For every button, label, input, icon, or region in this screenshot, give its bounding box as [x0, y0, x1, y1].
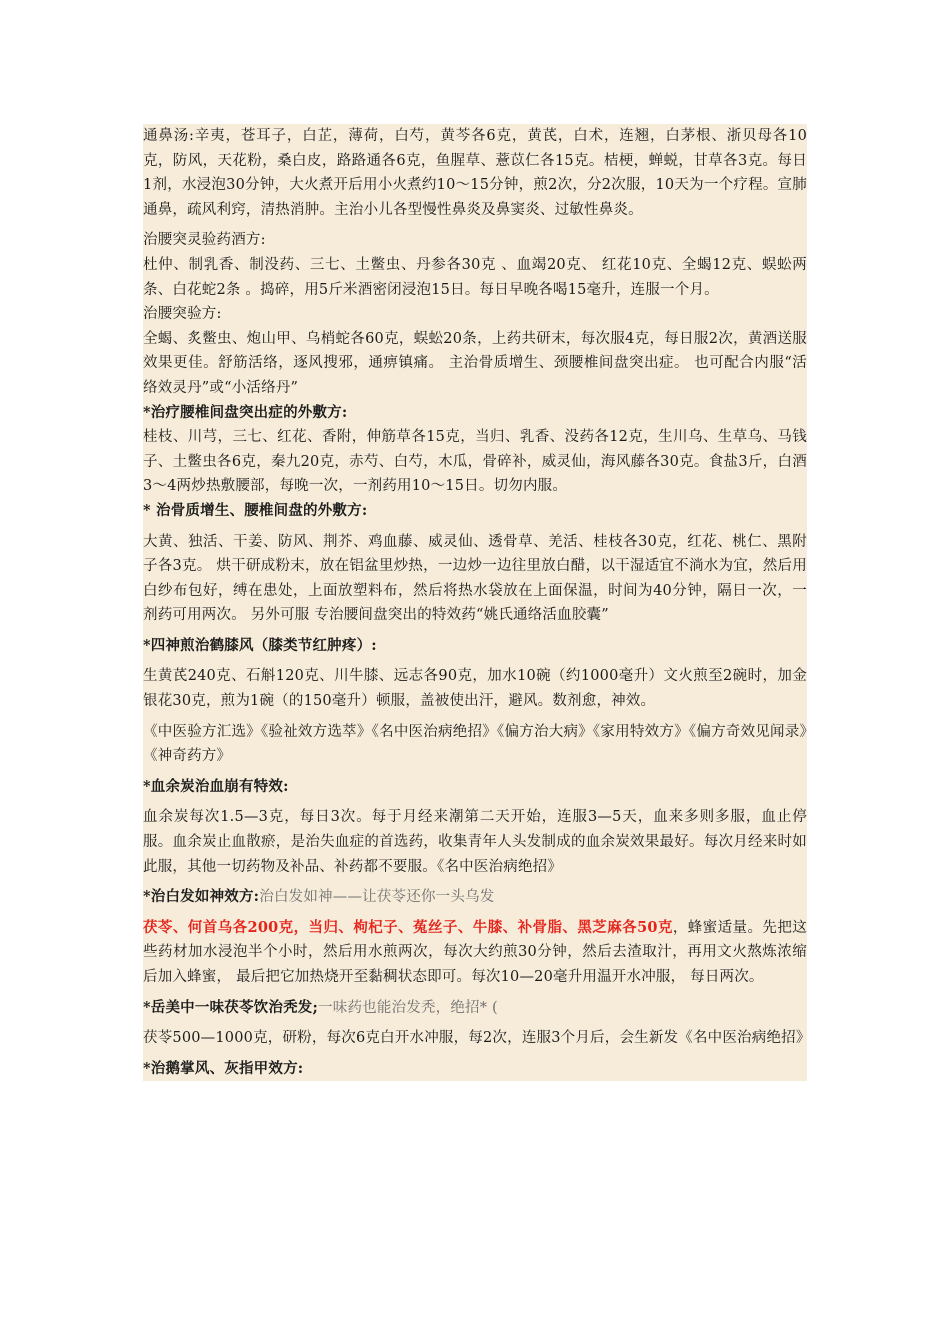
paragraph-white-hair-rest: ，蜂蜜适量。先把这些药材加水浸泡半个小时，然后用水煎两次，每次大约煎30分钟，然后去渣取汁，再用文火熬炼浓缩后加入蜂蜜， 最后把它加热烧开至黏稠状态即可。每次10—20毫升用温开水冲服， 每日两次。 [143, 919, 807, 985]
paragraph-xueyutan: 血余炭每次1.5—3克，每日3次。每于月经来潮第二天开始，连服3—5天，血来多则多服，血止停服。血余炭止血散瘀，是治失血症的首选药，收集青年人头发制成的血余炭效果最好。每次月经来时如此服，其他一切药物及补品、补药都不要服。《名中医治病绝招》 [143, 809, 807, 875]
heading-white-hair-subtitle: 治白发如神——让茯苓还你一头乌发 [259, 889, 495, 906]
paragraph-yaotu-wine: 杜仲、制乳香、制没药、三七、土鳖虫、丹参各30克 、血竭20克、 红花10克、全蝎12克、蜈蚣两条、白花蛇2条 。捣碎，用5斤米酒密闭浸泡15日。每日早晚各喝15毫升，连服一个月。 [143, 256, 807, 298]
paragraph-sishen-jian: 生黄芪240克、石斛120克、川牛膝、远志各90克，加水10碗（约1000毫升）文火煎至2碗时，加金银花30克，煎为1碗（的150毫升）顿服，盖被使出汗，避风。数剂愈，神效。 [143, 668, 807, 710]
heading-lumbar-poultice: *治疗腰椎间盘突出症的外敷方: [143, 403, 348, 421]
heading-yaotu-formula: 治腰突验方: [143, 306, 222, 323]
paragraph-lumbar-poultice: 桂枝、川芎，三七、红花、香附，伸筋草各15克，当归、乳香、没药各12克，生川乌、生草乌、马钱子、土鳖虫各6克，秦九20克，赤芍、白芍，木瓜，骨碎补，威灵仙，海风藤各30克。食盐3斤，白酒3～4两炒热敷腰部，每晚一次，一剂药用10～15日。切勿内服。 [143, 429, 807, 495]
paragraph-bone-hyperplasia: 大黄、独活、干姜、防风、荆芥、鸡血藤、威灵仙、透骨草、羌活、桂枝各30克，红花、桃仁、黑附子各3克。 烘干研成粉末，放在铝盆里炒热，一边炒一边往里放白醋，以干湿适宜不淌水为宜，然后用白纱布包好，缚在患处，上面放塑料布，然后将热水袋放在上面保温，时间为40分钟，隔日一次，一剂药可用两次。 另外可服 专治腰间盘突出的特效药“姚氏通络活血胶囊” [143, 533, 807, 624]
heading-white-hair-title: *治白发如神效方: [143, 888, 260, 906]
heading-baldness-subtitle: 一味药也能治发秃，绝招* ( [318, 999, 498, 1016]
heading-baldness-title: *岳美中一味茯苓饮治秃发; [143, 998, 319, 1016]
paragraph-baldness: 茯苓500—1000克，研粉，每次6克白开水冲服，每2次，连服3个月后，会生新发《名中医治病绝招》 [143, 1030, 811, 1047]
heading-white-hair [143, 885, 807, 910]
paragraph-yaotu-formula: 全蝎、炙鳖虫、炮山甲、乌梢蛇各60克，蜈蚣20条，上药共研末，每次服4克，每日服2次，黄酒送服效果更佳。舒筋活络，逐风搜邪，通痹镇痛。 主治骨质增生、颈腰椎间盘突出症。 也可配合内服“活络效灵丹”或“小活络丹” [143, 330, 807, 396]
heading-baldness [143, 996, 807, 1021]
heading-sishen-jian: *四神煎治鹤膝风（膝类节红肿疼）: [143, 636, 377, 654]
heading-xueyutan: *血余炭治血崩有特效: [143, 777, 289, 795]
document-page [143, 124, 811, 1081]
paragraph-white-hair [143, 916, 807, 990]
heading-ezhang-feng: *治鹅掌风、灰指甲效方: [143, 1059, 304, 1077]
heading-yaotu-wine: 治腰突灵验药酒方: [143, 232, 266, 249]
paragraph-source-books: 《中医验方汇选》《验祉效方选萃》《名中医治病绝招》《偏方治大病》《家用特效方》《偏方奇效见闻录》《神奇药方》 [143, 723, 807, 765]
highlight-ingredients: 茯苓、何首乌各200克，当归、枸杞子、菟丝子、牛膝、补骨脂、黑芝麻各50克 [143, 918, 673, 936]
paragraph-tongbi-tang: 通鼻汤:辛夷，苍耳子，白芷，薄荷，白芍，黄芩各6克，黄芪，白术，连翘，白茅根、浙贝母各10克，防风，天花粉，桑白皮，路路通各6克，鱼腥草、薏苡仁各15克。桔梗，蝉蜕，甘草各3克。每日1剂，水浸泡30分钟，大火煮开后用小火煮约10～15分钟，煎2次，分2次服，10天为一个疗程。宣肺通鼻，疏风利窍，清热消肿。主治小儿各型慢性鼻炎及鼻窦炎、过敏性鼻炎。 [143, 128, 807, 218]
heading-bone-hyperplasia: * 治骨质增生、腰椎间盘的外敷方: [143, 501, 368, 519]
